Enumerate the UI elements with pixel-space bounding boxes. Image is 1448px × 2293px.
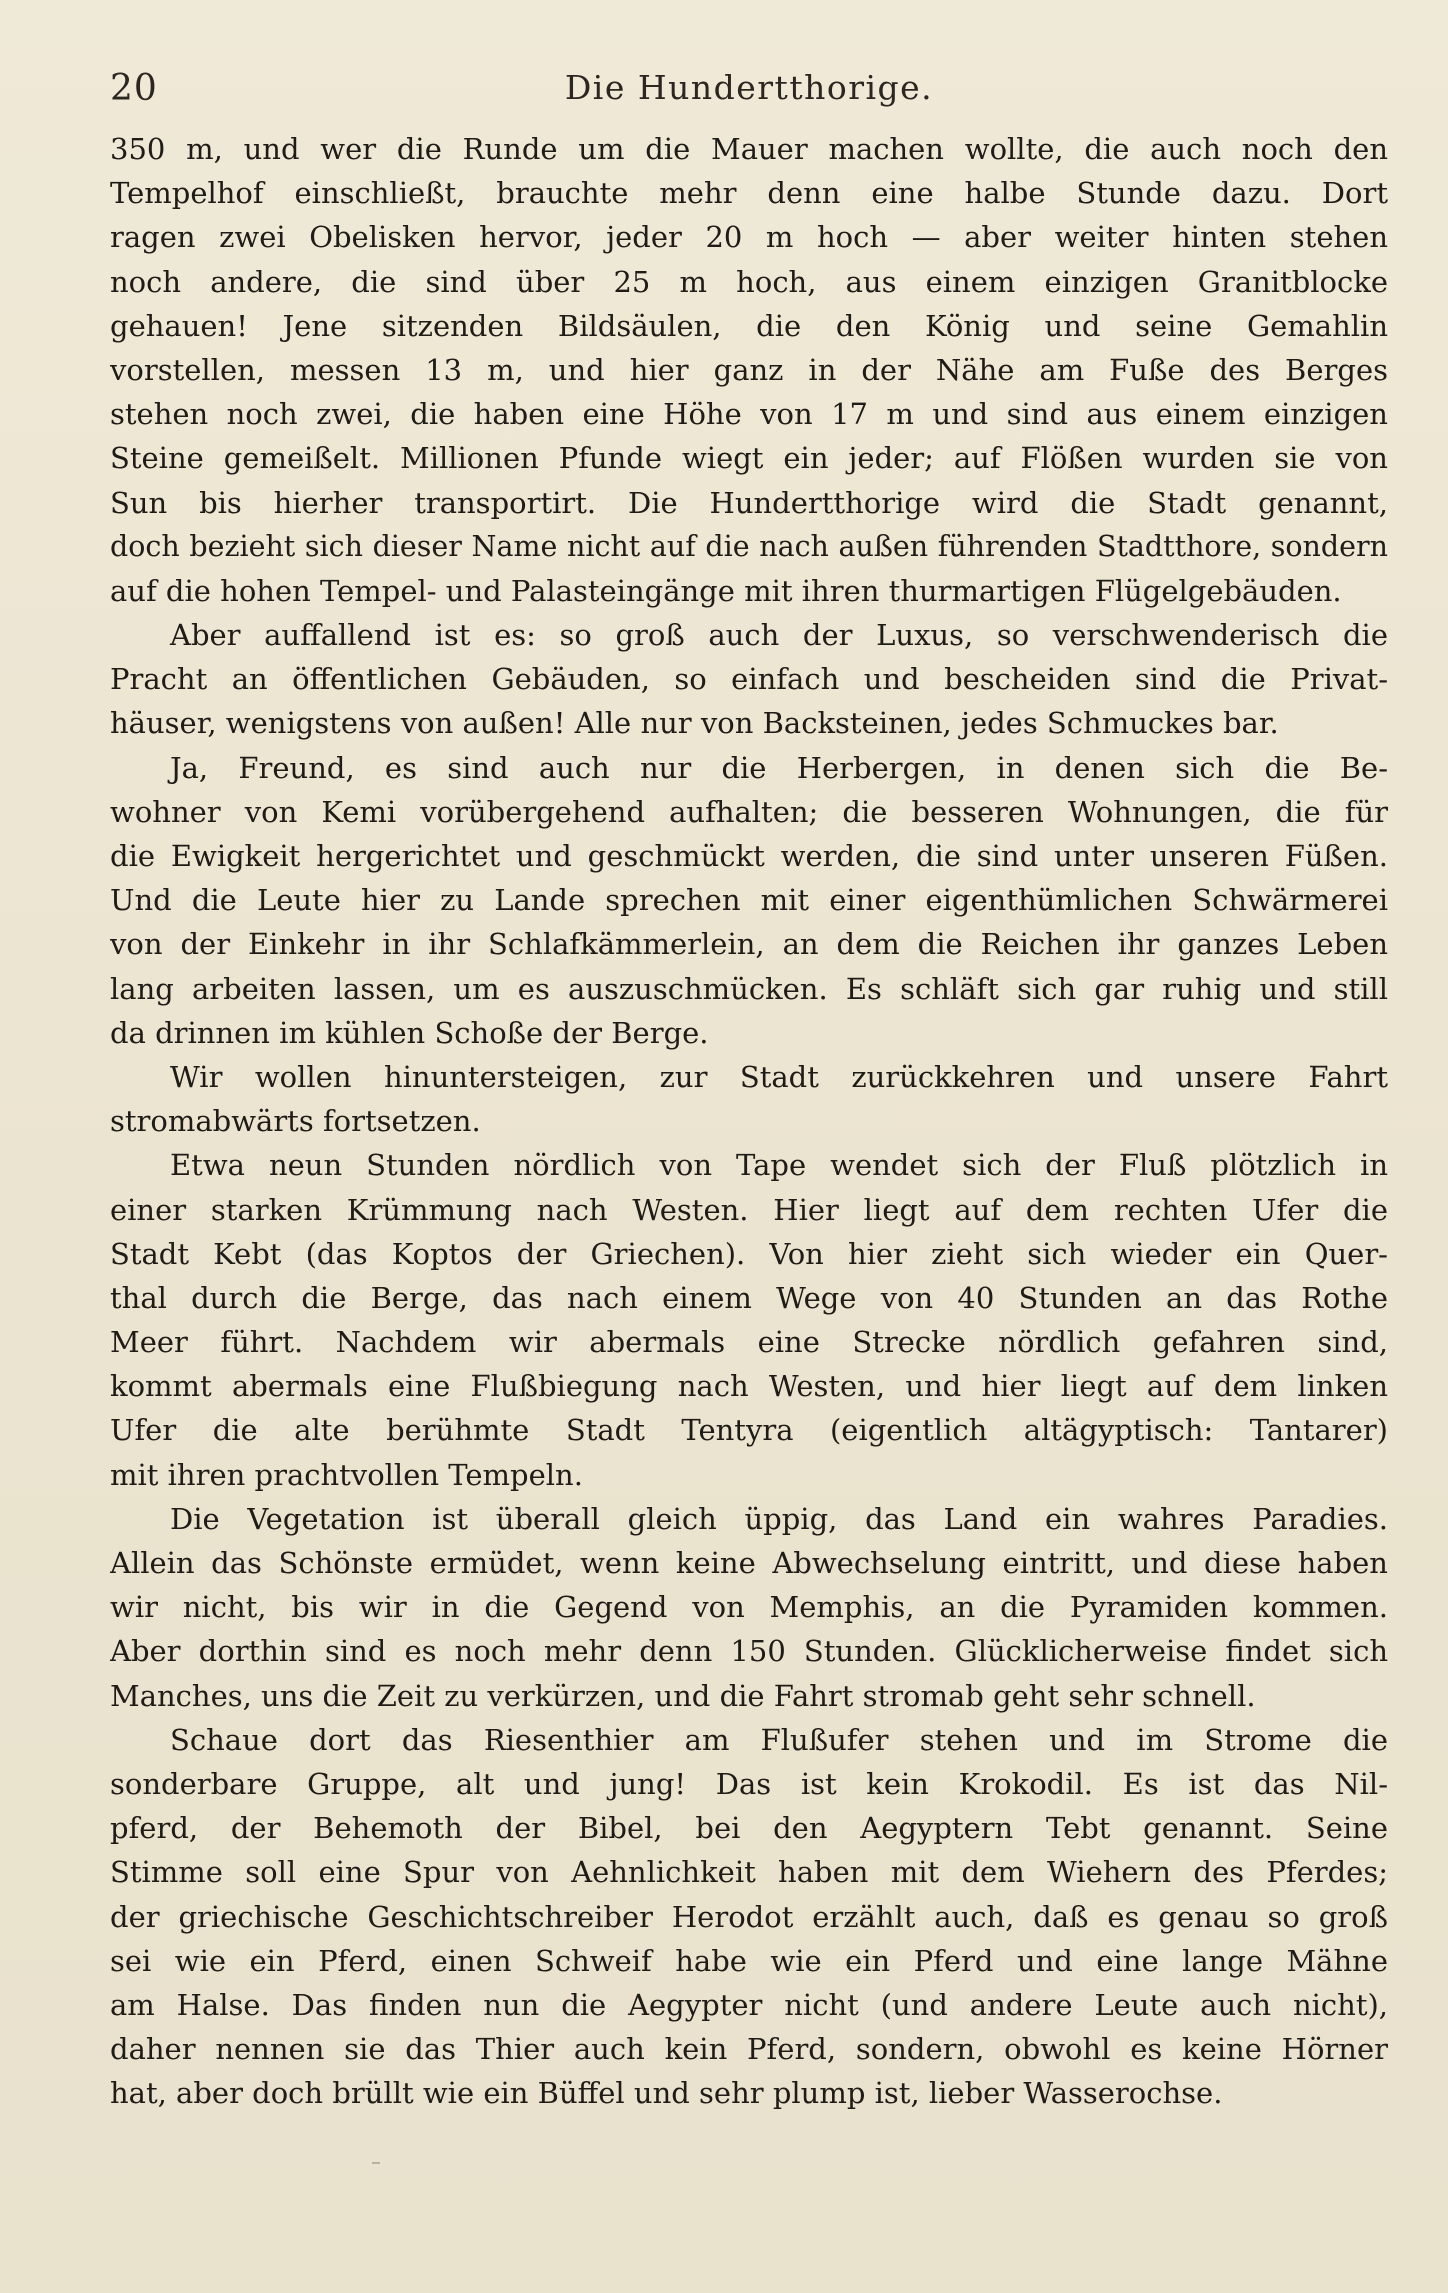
text-line: am Halse. Das finden nun die Aegypter nicht (und andere Leute auch nicht), <box>110 1987 1388 2022</box>
text-line: Stadt Kebt (das Koptos der Griechen). Von hier zieht sich wieder ein Quer- <box>110 1236 1388 1271</box>
text-line: Aber auffallend ist es: so groß auch der Luxus, so verschwenderisch die <box>170 618 1388 653</box>
text-line: hat, aber doch brüllt wie ein Büffel und sehr plump ist, lieber Wasserochse. <box>110 2076 1223 2111</box>
text-line: Ja, Freund, es sind auch nur die Herbergen, in denen sich die Be- <box>170 750 1388 785</box>
text-line: kommt abermals eine Flußbiegung nach Westen, und hier liegt auf dem linken <box>110 1369 1388 1404</box>
page-smudge-mark <box>372 2162 380 2164</box>
text-line: der griechische Geschichtschreiber Herodot erzählt auch, daß es genau so groß <box>110 1899 1388 1934</box>
text-line: Meer führt. Nachdem wir abermals eine Strecke nördlich gefahren sind, <box>110 1325 1388 1360</box>
text-line: wir nicht, bis wir in die Gegend von Memphis, an die Pyramiden kommen. <box>110 1590 1388 1625</box>
text-line: thal durch die Berge, das nach einem Wege von 40 Stunden an das Rothe <box>110 1280 1388 1315</box>
text-line: wohner von Kemi vorübergehend aufhalten; die besseren Wohnungen, die für <box>110 794 1388 829</box>
text-line: stehen noch zwei, die haben eine Höhe von 17 m und sind aus einem einzigen <box>110 397 1388 432</box>
running-title: Die Hundertthorige. <box>564 68 934 107</box>
text-line: Schaue dort das Riesenthier am Flußufer stehen und im Strome die <box>170 1722 1388 1757</box>
text-line: lang arbeiten lassen, um es auszuschmücken. Es schläft sich gar ruhig und still <box>110 971 1388 1006</box>
text-line: Die Vegetation ist überall gleich üppig, das Land ein wahres Paradies. <box>170 1501 1388 1536</box>
text-line: Allein das Schönste ermüdet, wenn keine Abwechselung eintritt, und diese haben <box>110 1546 1388 1580</box>
text-line: häuser, wenigstens von außen! Alle nur von Backsteinen, jedes Schmuckes bar. <box>110 706 1279 741</box>
text-line: Etwa neun Stunden nördlich von Tape wendet sich der Fluß plötzlich in <box>170 1148 1388 1183</box>
text-line: noch andere, die sind über 25 m hoch, aus einem einzigen Granitblocke <box>110 264 1388 299</box>
text-line: sei wie ein Pferd, einen Schweif habe wie ein Pferd und eine lange Mähne <box>110 1943 1388 1978</box>
text-line: von der Einkehr in ihr Schlafkämmerlein, an dem die Reichen ihr ganzes Leben <box>110 927 1388 962</box>
text-line: Wir wollen hinuntersteigen, zur Stadt zurückkehren und unsere Fahrt <box>170 1059 1388 1094</box>
text-line: Steine gemeißelt. Millionen Pfunde wiegt ein jeder; auf Flößen wurden sie von <box>110 441 1388 476</box>
page-number: 20 <box>110 68 158 109</box>
text-line: sonderbare Gruppe, alt und jung! Das ist kein Krokodil. Es ist das Nil- <box>110 1766 1388 1801</box>
text-line: Tempelhof einschließt, brauchte mehr denn eine halbe Stunde dazu. Dort <box>110 176 1388 211</box>
text-line: einer starken Krümmung nach Westen. Hier liegt auf dem rechten Ufer die <box>110 1192 1388 1227</box>
text-line: Aber dorthin sind es noch mehr denn 150 Stunden. Glücklicherweise findet sich <box>110 1634 1388 1669</box>
text-line: pferd, der Behemoth der Bibel, bei den Aegyptern Tebt genannt. Seine <box>110 1811 1388 1846</box>
text-line: da drinnen im kühlen Schoße der Berge. <box>110 1015 709 1050</box>
text-line: gehauen! Jene sitzenden Bildsäulen, die den König und seine Gemahlin <box>110 308 1388 343</box>
text-line: ragen zwei Obelisken hervor, jeder 20 m hoch — aber weiter hinten stehen <box>110 220 1388 255</box>
text-line: mit ihren prachtvollen Tempeln. <box>110 1457 583 1492</box>
text-line: vorstellen, messen 13 m, und hier ganz in der Nähe am Fuße des Berges <box>110 352 1388 387</box>
text-line: Pracht an öffentlichen Gebäuden, so einfach und bescheiden sind die Privat- <box>110 662 1388 697</box>
body-text <box>110 127 1388 2115</box>
text-line: 350 m, und wer die Runde um die Mauer machen wollte, die auch noch den <box>110 132 1388 166</box>
text-line: Stimme soll eine Spur von Aehnlichkeit haben mit dem Wiehern des Pferdes; <box>110 1855 1388 1890</box>
text-line: Sun bis hierher transportirt. Die Hundertthorige wird die Stadt genannt, <box>110 485 1388 520</box>
text-line: stromabwärts fortsetzen. <box>110 1104 481 1139</box>
text-line: auf die hohen Tempel- und Palasteingänge mit ihren thurmartigen Flügelgebäuden. <box>110 573 1342 608</box>
text-line: Ufer die alte berühmte Stadt Tentyra (eigentlich altägyptisch: Tantarer) <box>110 1413 1388 1448</box>
text-line: die Ewigkeit hergerichtet und geschmückt werden, die sind unter unseren Füßen. <box>110 839 1388 873</box>
text-line: Manches, uns die Zeit zu verkürzen, und die Fahrt stromab geht sehr schnell. <box>110 1678 1256 1713</box>
text-line: Und die Leute hier zu Lande sprechen mit einer eigenthümlichen Schwärmerei <box>110 883 1388 918</box>
running-header <box>110 64 1388 116</box>
text-line: daher nennen sie das Thier auch kein Pferd, sondern, obwohl es keine Hörner <box>110 2032 1388 2067</box>
text-line: doch bezieht sich dieser Name nicht auf die nach außen führenden Stadtthore, sondern <box>110 529 1388 563</box>
